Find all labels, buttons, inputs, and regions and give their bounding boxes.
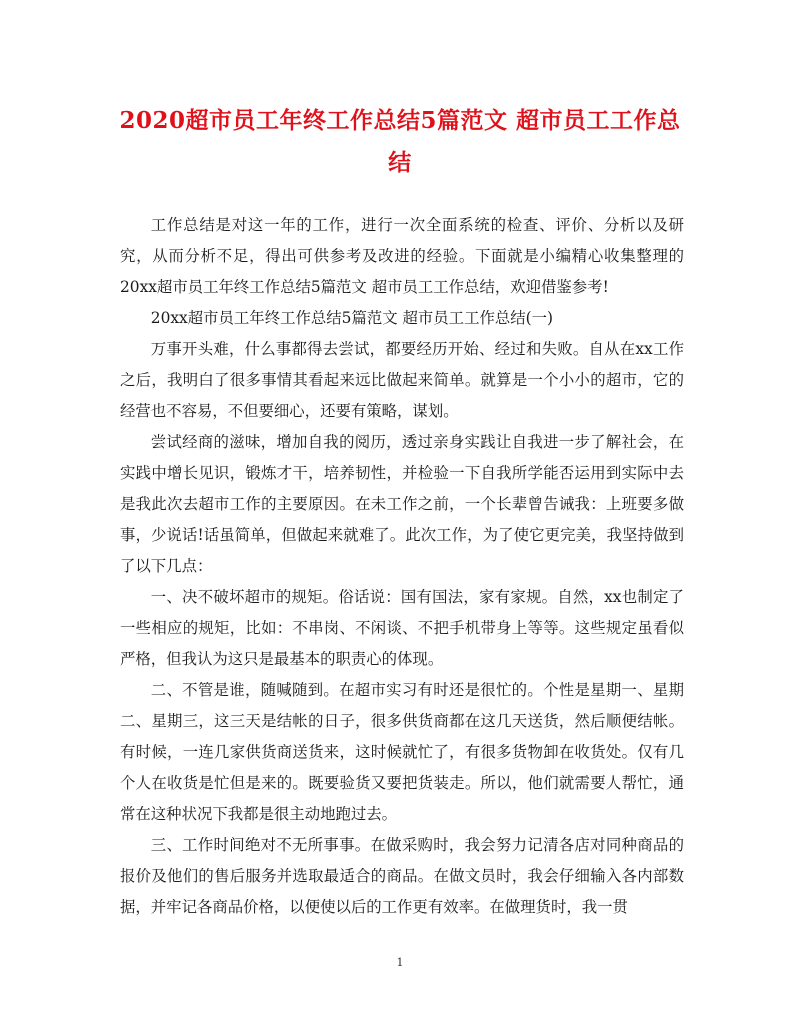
document-body xyxy=(120,210,684,923)
body-paragraph: 二、不管是谁，随喊随到。在超市实习有时还是很忙的。个性是星期一、星期二、星期三，这三天是结帐的日子，很多供货商都在这几天送货，然后顺便结帐。有时候，一连几家供货商送货来，这时候就忙了，有很多货物卸在收货处。仅有几个人在收货是忙但是来的。既要验货又要把货装走。所以，他们就需要人帮忙，通常在这种状况下我都是很主动地跑过去。 xyxy=(120,681,684,823)
body-paragraph: 一、决不破坏超市的规矩。俗话说：国有国法，家有家规。自然，xx也制定了一些相应的规矩，比如：不串岗、不闲谈、不把手机带身上等等。这些规定虽看似严格，但我认为这只是最基本的职责心的体现。 xyxy=(120,588,684,668)
body-paragraph: 三、工作时间绝对不无所事事。在做采购时，我会努力记清各店对同种商品的报价及他们的售后服务并选取最适合的商品。在做文员时，我会仔细输入各内部数据，并牢记各商品价格，以便使以后的工作更有效率。在做理货时，我一贯 xyxy=(120,836,684,916)
document-title: 2020超市员工年终工作总结5篇范文 超市员工工作总结 xyxy=(119,107,681,176)
section-heading: 20xx超市员工年终工作总结5篇范文 超市员工工作总结(一) xyxy=(150,309,554,327)
intro-paragraph: 工作总结是对这一年的工作，进行一次全面系统的检查、评价、分析以及研究，从而分析不足，得出可供参考及改进的经验。下面就是小编精心收集整理的20xx超市员工年终工作总结5篇范文 超市员工工作总结，欢迎借鉴参考! xyxy=(120,216,684,296)
body-paragraph: 尝试经商的滋味，增加自我的阅历，透过亲身实践让自我进一步了解社会，在实践中增长见识，锻炼才干，培养韧性，并检验一下自我所学能否运用到实际中去是我此次去超市工作的主要原因。在未工作之前，一个长辈曾告诫我：上班要多做事，少说话!话虽简单，但做起来就难了。此次工作，为了使它更完美，我坚持做到了以下几点： xyxy=(120,433,684,575)
page-number: 1 xyxy=(396,956,404,969)
body-paragraph: 万事开头难，什么事都得去尝试，都要经历开始、经过和失败。自从在xx工作之后，我明白了很多事情其看起来远比做起来简单。就算是一个小小的超市，它的经营也不容易，不但要细心，还要有策略，谋划。 xyxy=(120,340,684,420)
